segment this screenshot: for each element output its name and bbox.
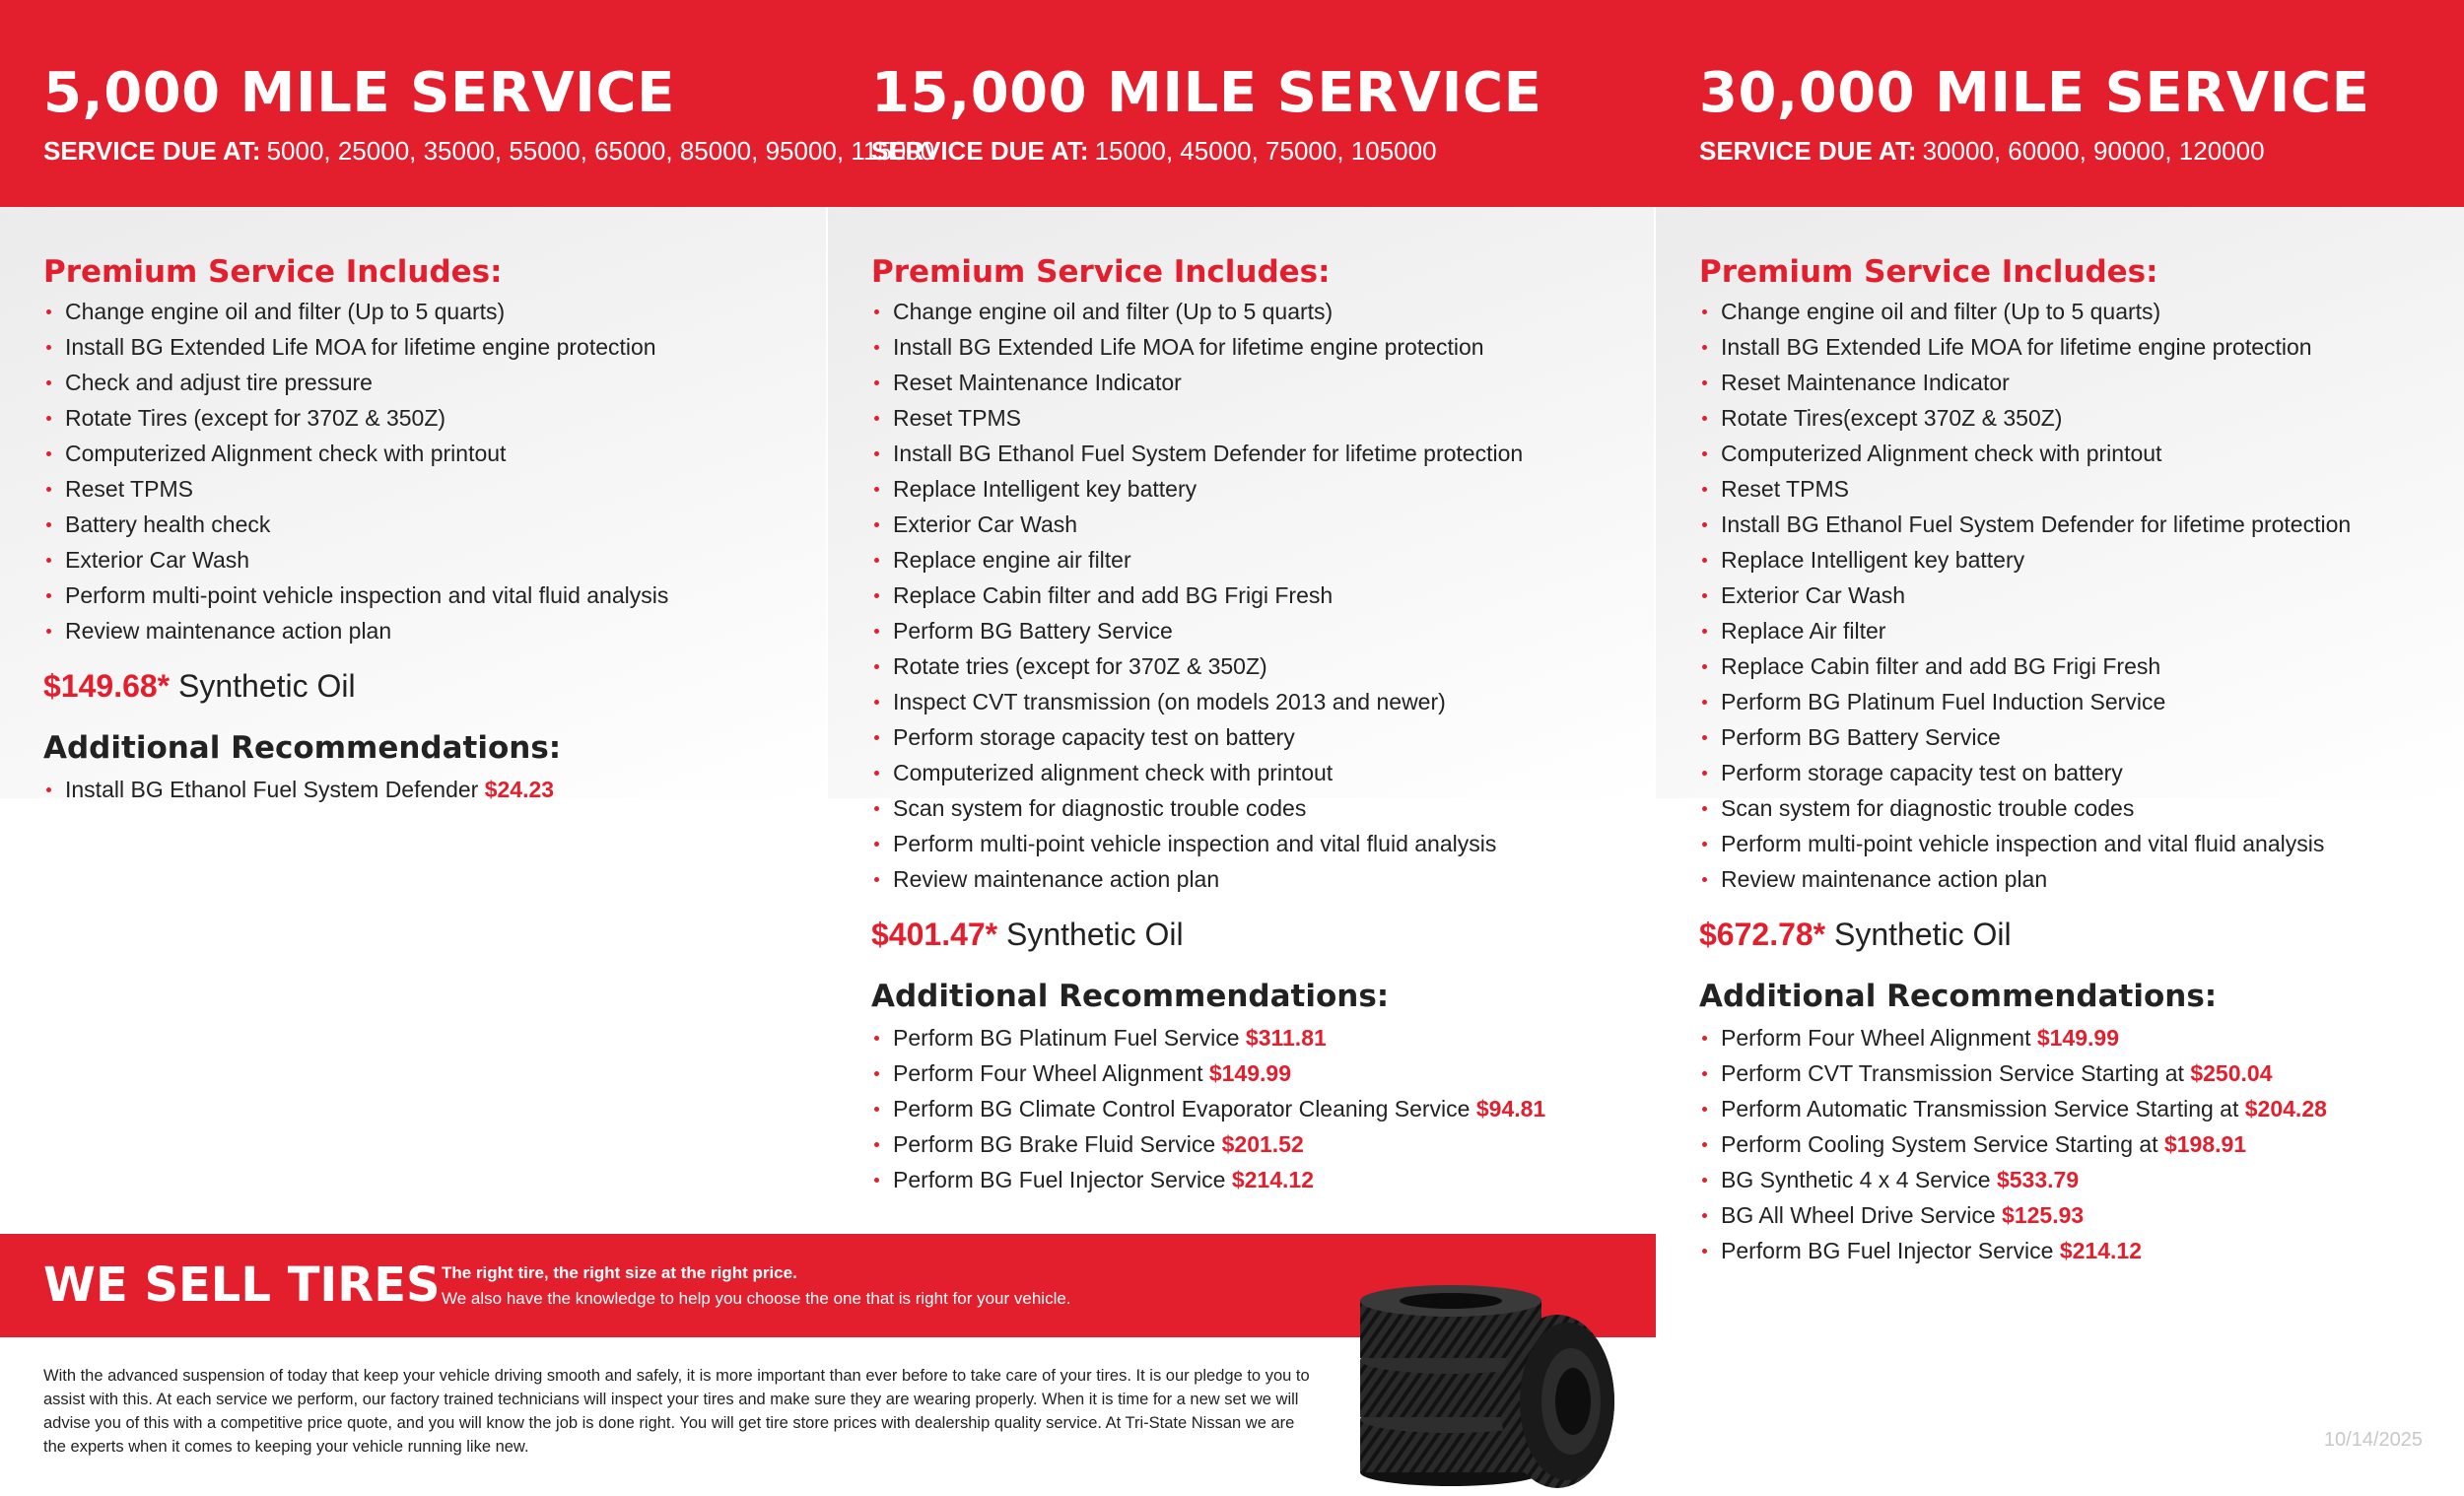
- service-item: Inspect CVT transmission (on models 2013 and newer): [871, 684, 1650, 719]
- service-column-15000: [828, 0, 1656, 1232]
- recommendation-price: $533.79: [1996, 1167, 2080, 1192]
- due-label: SERVICE DUE AT:: [43, 136, 261, 166]
- recommendation-price: $149.99: [1208, 1060, 1291, 1086]
- service-item: Perform storage capacity test on battery: [871, 719, 1650, 755]
- due-label: SERVICE DUE AT:: [1699, 136, 1917, 166]
- recommendation-text: Perform Four Wheel Alignment: [1721, 1025, 2031, 1051]
- recommendation-text: Install BG Ethanol Fuel System Defender: [65, 777, 479, 802]
- service-item: Install BG Extended Life MOA for lifetime engine protection: [43, 329, 822, 365]
- date-stamp: 10/14/2025: [2323, 1429, 2423, 1451]
- service-item: Scan system for diagnostic trouble codes: [871, 790, 1650, 826]
- tire-standing: [1500, 1315, 1614, 1488]
- price-label: Synthetic Oil: [1834, 917, 2012, 952]
- recommendation-item: [871, 1020, 1650, 1055]
- service-item: Perform multi-point vehicle inspection and vital fluid analysis: [871, 826, 1650, 861]
- service-item: Perform BG Platinum Fuel Induction Service: [1699, 684, 2458, 719]
- service-item: Rotate Tires (except for 370Z & 350Z): [43, 400, 822, 436]
- service-item: Replace engine air filter: [871, 542, 1650, 578]
- recommendation-price: $250.04: [2190, 1060, 2273, 1086]
- price: $401.47*: [871, 917, 998, 952]
- service-body: [871, 254, 1650, 1197]
- recommendation-price: $24.23: [484, 777, 555, 802]
- service-item: Perform storage capacity test on battery: [1699, 755, 2458, 790]
- recommendation-text: Perform CVT Transmission Service Starting at: [1721, 1060, 2184, 1086]
- recommendation-text: Perform BG Fuel Injector Service: [893, 1167, 1226, 1192]
- service-item: Perform multi-point vehicle inspection and vital fluid analysis: [1699, 826, 2458, 861]
- recommendation-text: Perform BG Platinum Fuel Service: [893, 1025, 1240, 1051]
- service-item: Replace Air filter: [1699, 613, 2458, 648]
- service-item: Install BG Ethanol Fuel System Defender for lifetime protection: [871, 436, 1650, 471]
- recommendation-price: $201.52: [1221, 1131, 1304, 1157]
- premium-title: Premium Service Includes:: [871, 254, 1331, 290]
- service-item: Review maintenance action plan: [871, 861, 1650, 897]
- service-item: Perform BG Battery Service: [1699, 719, 2458, 755]
- service-item: Reset Maintenance Indicator: [1699, 365, 2458, 400]
- recommendation-price: $204.28: [2244, 1096, 2327, 1122]
- service-item: Perform BG Battery Service: [871, 613, 1650, 648]
- price-line: [43, 668, 822, 705]
- recommendation-item: [1699, 1020, 2458, 1055]
- recommendation-price: $94.81: [1475, 1096, 1546, 1122]
- recommendation-item: [871, 1126, 1650, 1162]
- additional-list: [871, 1020, 1650, 1197]
- price-label: Synthetic Oil: [178, 668, 356, 704]
- service-item: Change engine oil and filter (Up to 5 quarts): [871, 294, 1650, 329]
- service-body: [1699, 254, 2458, 1268]
- recommendation-text: BG Synthetic 4 x 4 Service: [1721, 1167, 1991, 1192]
- service-item: Exterior Car Wash: [1699, 578, 2458, 613]
- tire-stack-icon: [1352, 1244, 1628, 1490]
- recommendation-item: [1699, 1197, 2458, 1233]
- price-line: [1699, 917, 2458, 953]
- recommendation-price: $311.81: [1245, 1025, 1327, 1051]
- service-item: Install BG Extended Life MOA for lifetime engine protection: [871, 329, 1650, 365]
- service-item: Reset TPMS: [43, 471, 822, 507]
- service-item: Perform multi-point vehicle inspection and vital fluid analysis: [43, 578, 822, 613]
- recommendation-item: [43, 772, 822, 807]
- additional-title: Additional Recommendations:: [871, 979, 1390, 1014]
- recommendation-item: [871, 1055, 1650, 1091]
- tires-title: WE SELL TIRES: [43, 1258, 441, 1313]
- service-title: 30,000 MILE SERVICE: [1699, 61, 2370, 125]
- additional-list: [43, 772, 822, 807]
- tires-subline: We also have the knowledge to help you choose the one that is right for your vehicle.: [442, 1289, 1071, 1308]
- service-column-30000: [1656, 0, 2464, 1263]
- price-line: [871, 917, 1650, 953]
- service-item: Computerized Alignment check with printout: [1699, 436, 2458, 471]
- recommendation-item: [871, 1091, 1650, 1126]
- due-label: SERVICE DUE AT:: [871, 136, 1089, 166]
- service-title: 15,000 MILE SERVICE: [871, 61, 1542, 125]
- recommendation-text: Perform Four Wheel Alignment: [893, 1060, 1203, 1086]
- recommendation-item: [871, 1162, 1650, 1197]
- service-item: Review maintenance action plan: [1699, 861, 2458, 897]
- recommendation-price: $214.12: [1231, 1167, 1314, 1192]
- service-item: Computerized alignment check with printout: [871, 755, 1650, 790]
- due-values: 30000, 60000, 90000, 120000: [1922, 136, 2265, 166]
- tires-paragraph: With the advanced suspension of today that keep your vehicle driving smooth and safely, it is more important than ever before to take care of your tires. It is our pledge to you to assist with this. At each service we perform, our factory trained technicians will inspect your tires and make sure they are wearing properly. When it is time for a new set we will advise you of this with a competitive price quote, and you will know the job is done right. You will get tire store prices with dealership quality service. At Tri-State Nissan we are the experts when it comes to keeping your vehicle running like new.: [43, 1367, 1310, 1456]
- due-values: 5000, 25000, 35000, 55000, 65000, 85000, 95000, 115000: [266, 136, 935, 166]
- service-item: Exterior Car Wash: [43, 542, 822, 578]
- service-item: Replace Intelligent key battery: [871, 471, 1650, 507]
- service-item: Reset TPMS: [1699, 471, 2458, 507]
- service-item: Exterior Car Wash: [871, 507, 1650, 542]
- additional-title: Additional Recommendations:: [1699, 979, 2218, 1014]
- service-item: Change engine oil and filter (Up to 5 quarts): [1699, 294, 2458, 329]
- price-label: Synthetic Oil: [1006, 917, 1184, 952]
- recommendation-price: $198.91: [2163, 1131, 2247, 1157]
- recommendation-text: BG All Wheel Drive Service: [1721, 1202, 1996, 1228]
- premium-list: [871, 294, 1650, 897]
- service-item: Change engine oil and filter (Up to 5 quarts): [43, 294, 822, 329]
- premium-title: Premium Service Includes:: [1699, 254, 2158, 290]
- service-item: Replace Cabin filter and add BG Frigi Fresh: [1699, 648, 2458, 684]
- service-body: [43, 254, 822, 807]
- recommendation-price: $149.99: [2036, 1025, 2119, 1051]
- premium-title: Premium Service Includes:: [43, 254, 503, 290]
- service-item: Reset Maintenance Indicator: [871, 365, 1650, 400]
- premium-list: [43, 294, 822, 648]
- price: $672.78*: [1699, 917, 1826, 952]
- recommendation-text: Perform BG Fuel Injector Service: [1721, 1238, 2054, 1263]
- recommendation-item: [1699, 1162, 2458, 1197]
- service-item: Install BG Extended Life MOA for lifetime engine protection: [1699, 329, 2458, 365]
- service-item: Replace Cabin filter and add BG Frigi Fresh: [871, 578, 1650, 613]
- additional-title: Additional Recommendations:: [43, 730, 562, 766]
- service-item: Computerized Alignment check with printout: [43, 436, 822, 471]
- additional-list: [1699, 1020, 2458, 1268]
- recommendation-text: Perform BG Climate Control Evaporator Cleaning Service: [893, 1096, 1471, 1122]
- recommendation-text: Perform BG Brake Fluid Service: [893, 1131, 1216, 1157]
- service-item: Install BG Ethanol Fuel System Defender for lifetime protection: [1699, 507, 2458, 542]
- service-title: 5,000 MILE SERVICE: [43, 61, 675, 125]
- service-item: Reset TPMS: [871, 400, 1650, 436]
- recommendation-price: $214.12: [2059, 1238, 2142, 1263]
- due-values: 15000, 45000, 75000, 105000: [1094, 136, 1437, 166]
- service-item: Check and adjust tire pressure: [43, 365, 822, 400]
- service-item: Scan system for diagnostic trouble codes: [1699, 790, 2458, 826]
- service-item: Replace Intelligent key battery: [1699, 542, 2458, 578]
- recommendation-item: [1699, 1126, 2458, 1162]
- recommendation-item: [1699, 1233, 2458, 1268]
- service-due-at: [43, 136, 934, 167]
- service-item: Battery health check: [43, 507, 822, 542]
- premium-list: [1699, 294, 2458, 897]
- service-item: Review maintenance action plan: [43, 613, 822, 648]
- recommendation-text: Perform Automatic Transmission Service Starting at: [1721, 1096, 2239, 1122]
- service-due-at: [1699, 136, 2265, 167]
- service-item: Rotate tries (except for 370Z & 350Z): [871, 648, 1650, 684]
- service-item: Rotate Tires(except 370Z & 350Z): [1699, 400, 2458, 436]
- recommendation-item: [1699, 1091, 2458, 1126]
- recommendation-text: Perform Cooling System Service Starting at: [1721, 1131, 2158, 1157]
- recommendation-item: [1699, 1055, 2458, 1091]
- price: $149.68*: [43, 668, 171, 704]
- service-due-at: [871, 136, 1437, 167]
- recommendation-price: $125.93: [2002, 1202, 2085, 1228]
- tires-tagline: The right tire, the right size at the right price.: [442, 1263, 797, 1282]
